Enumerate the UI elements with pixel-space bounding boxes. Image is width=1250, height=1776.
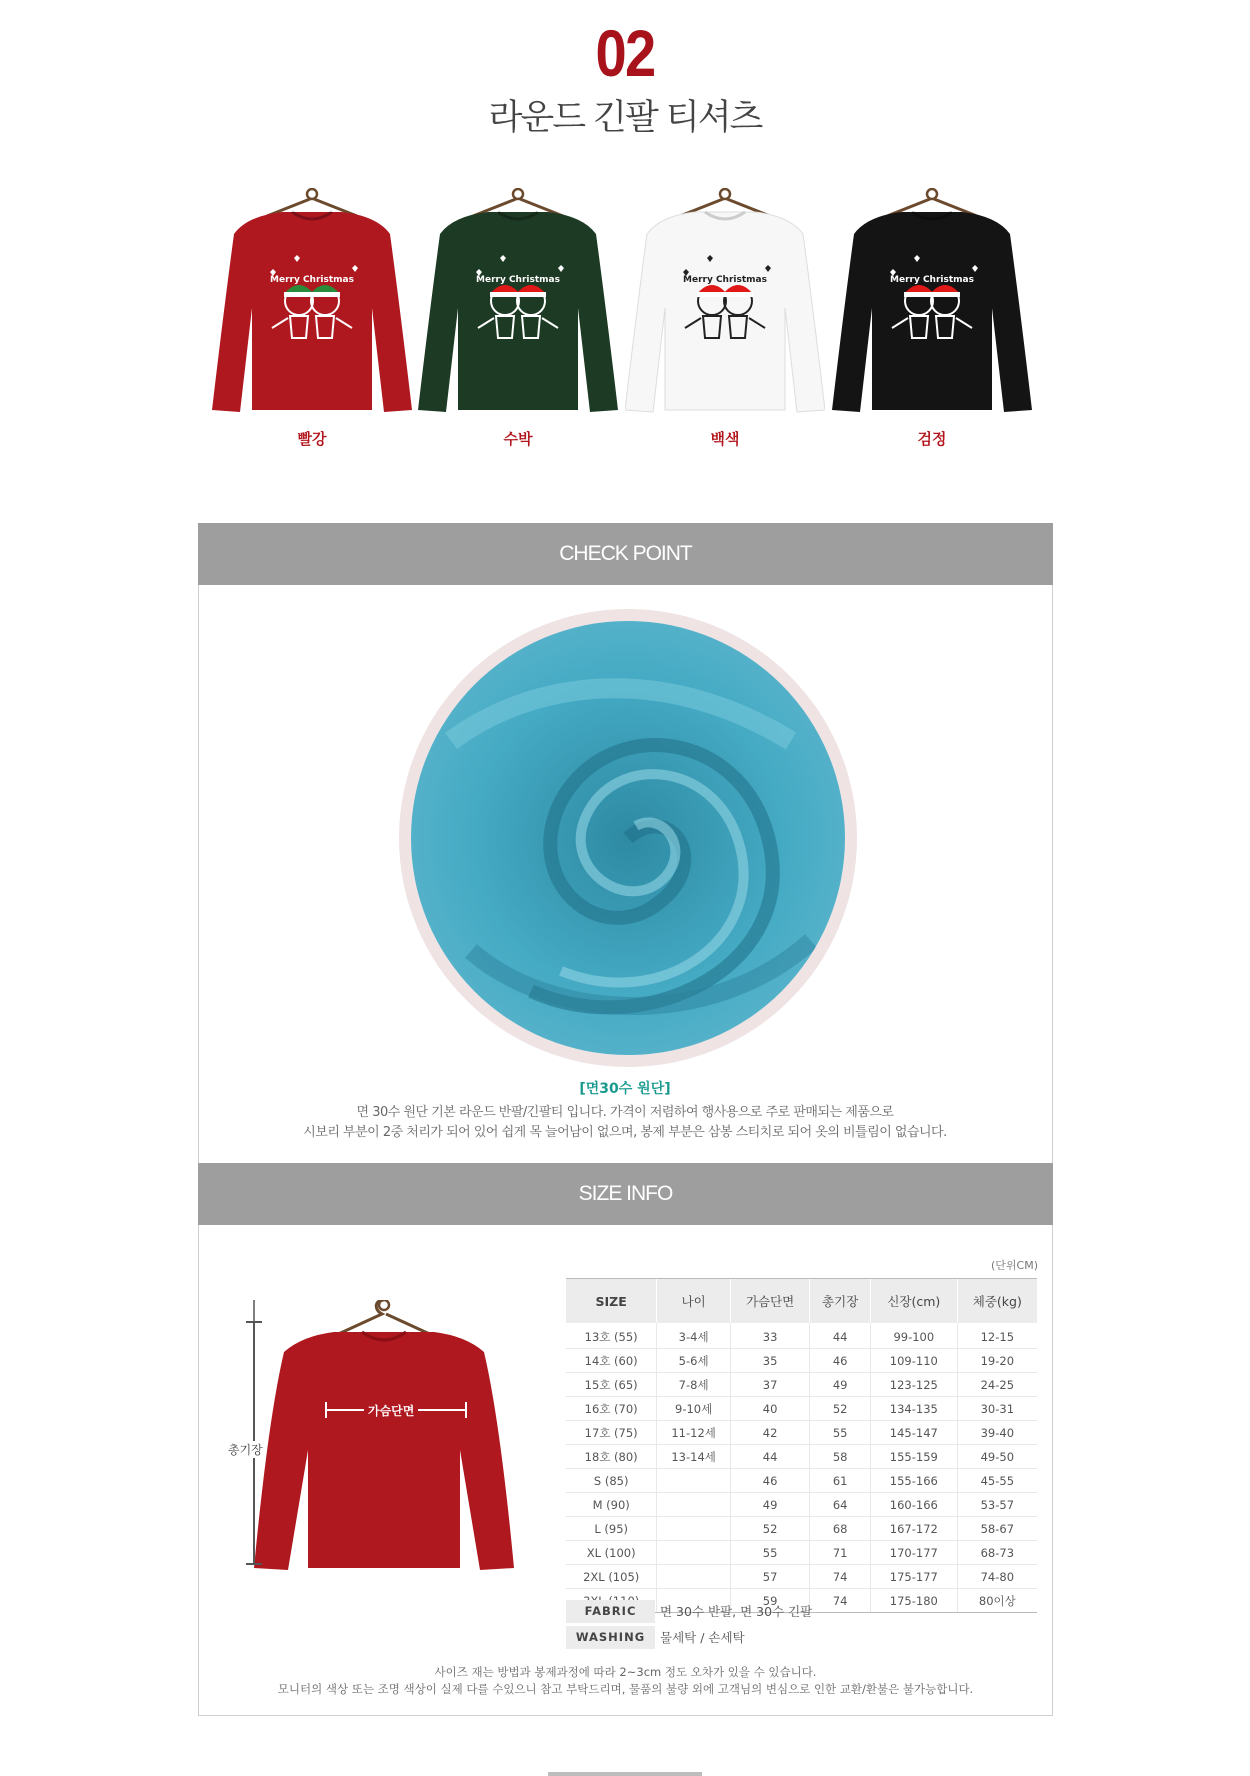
fabric-title: [면30수 원단]	[579, 1081, 671, 1097]
table-cell: 33	[730, 1323, 809, 1349]
check-point-text-2: 시보리 부분이 2중 처리가 되어 있어 쉽게 목 늘어남이 없으며, 봉제 부분은 삼봉 스티치로 되어 옷의 비틀림이 없습니다.	[303, 1125, 947, 1140]
washing-key: WASHING	[566, 1626, 655, 1649]
table-cell: 49	[730, 1493, 809, 1517]
table-cell: 68	[810, 1517, 871, 1541]
size-note-1: 사이즈 재는 방법과 봉제과정에 따라 2~3cm 정도 오차가 있을 수 있습니다.	[434, 1665, 817, 1679]
product-title: 라운드 긴팔 티셔츠	[488, 98, 762, 138]
table-cell: 37	[730, 1373, 809, 1397]
table-cell: 44	[810, 1323, 871, 1349]
table-cell: 74	[810, 1565, 871, 1589]
color-label: 백색	[710, 430, 740, 448]
table-cell: 24-25	[957, 1373, 1037, 1397]
fabric-swirl-image	[411, 621, 845, 1055]
table-cell: 175-177	[871, 1565, 958, 1589]
table-cell	[657, 1493, 731, 1517]
table-cell: 134-135	[871, 1397, 958, 1421]
table-header-cell: 나이	[657, 1279, 731, 1324]
table-cell: 58	[810, 1445, 871, 1469]
table-cell	[657, 1517, 731, 1541]
table-cell: 14호 (60)	[566, 1349, 657, 1373]
table-cell: 52	[730, 1517, 809, 1541]
table-cell: 61	[810, 1469, 871, 1493]
table-cell: XL (100)	[566, 1541, 657, 1565]
table-cell: 80이상	[957, 1589, 1037, 1613]
table-row	[566, 1349, 1037, 1373]
table-cell: 74-80	[957, 1565, 1037, 1589]
fabric-image-frame	[399, 609, 857, 1067]
table-cell: 123-125	[871, 1373, 958, 1397]
table-cell: 64	[810, 1493, 871, 1517]
table-cell: 52	[810, 1397, 871, 1421]
bottom-bar	[548, 1772, 702, 1776]
washing-row	[566, 1626, 1037, 1649]
table-cell: 155-166	[871, 1469, 958, 1493]
table-cell: S (85)	[566, 1469, 657, 1493]
table-row	[566, 1517, 1037, 1541]
shirt-print-text: Merry Christmas	[683, 275, 767, 285]
check-point-heading: CHECK POINT	[198, 523, 1053, 585]
table-cell: 16호 (70)	[566, 1397, 657, 1421]
table-row	[566, 1541, 1037, 1565]
table-cell: 175-180	[871, 1589, 958, 1613]
table-cell: 42	[730, 1421, 809, 1445]
table-cell: M (90)	[566, 1493, 657, 1517]
section-number: 02	[595, 16, 655, 90]
table-cell: 13-14세	[657, 1445, 731, 1469]
table-cell: 53-57	[957, 1493, 1037, 1517]
table-cell	[657, 1469, 731, 1493]
table-cell: 45-55	[957, 1469, 1037, 1493]
table-cell: L (95)	[566, 1517, 657, 1541]
product-shirt[interactable]	[832, 188, 1032, 413]
table-cell: 71	[810, 1541, 871, 1565]
shirt-print-text: Merry Christmas	[476, 275, 560, 285]
table-cell: 11-12세	[657, 1421, 731, 1445]
size-note-2: 모니터의 색상 또는 조명 색상이 실제 다를 수있으니 참고 부탁드리며, 물품의 불량 외에 고객님의 변심으로 인한 교환/환불은 불가능합니다.	[277, 1682, 974, 1696]
shirt-print-text: Merry Christmas	[890, 275, 974, 285]
fabric-value: 면 30수 반팔, 면 30수 긴팔	[660, 1604, 813, 1619]
table-row	[566, 1469, 1037, 1493]
table-header-cell: SIZE	[566, 1279, 657, 1324]
table-row	[566, 1323, 1037, 1349]
table-cell: 9-10세	[657, 1397, 731, 1421]
table-cell: 170-177	[871, 1541, 958, 1565]
washing-value: 물세탁 / 손세탁	[660, 1630, 745, 1645]
length-label: 총기장	[228, 1443, 263, 1457]
table-cell: 12-15	[957, 1323, 1037, 1349]
table-row	[566, 1397, 1037, 1421]
table-cell: 167-172	[871, 1517, 958, 1541]
table-cell: 40	[730, 1397, 809, 1421]
table-cell: 46	[730, 1469, 809, 1493]
product-shirt[interactable]	[212, 188, 412, 413]
table-cell: 17호 (75)	[566, 1421, 657, 1445]
table-cell: 68-73	[957, 1541, 1037, 1565]
table-cell: 55	[730, 1541, 809, 1565]
table-cell	[657, 1541, 731, 1565]
table-header-cell: 신장(cm)	[871, 1279, 958, 1324]
table-cell: 18호 (80)	[566, 1445, 657, 1469]
table-cell: 55	[810, 1421, 871, 1445]
table-cell: 44	[730, 1445, 809, 1469]
color-label: 빨강	[297, 430, 327, 448]
table-cell: 19-20	[957, 1349, 1037, 1373]
table-cell: 35	[730, 1349, 809, 1373]
fabric-key: FABRIC	[566, 1600, 655, 1623]
table-row	[566, 1565, 1037, 1589]
table-cell: 99-100	[871, 1323, 958, 1349]
table-cell: 160-166	[871, 1493, 958, 1517]
table-row	[566, 1445, 1037, 1469]
unit-label: (단위CM)	[990, 1259, 1038, 1272]
table-cell: 46	[810, 1349, 871, 1373]
product-shirt[interactable]	[625, 188, 825, 413]
table-row	[566, 1421, 1037, 1445]
table-cell: 2XL (105)	[566, 1565, 657, 1589]
table-cell: 109-110	[871, 1349, 958, 1373]
chest-label: 가슴단면	[364, 1402, 418, 1419]
fabric-row	[566, 1600, 1037, 1623]
table-cell: 13호 (55)	[566, 1323, 657, 1349]
table-row	[566, 1373, 1037, 1397]
size-table	[566, 1278, 1037, 1613]
table-cell: 58-67	[957, 1517, 1037, 1541]
table-cell: 39-40	[957, 1421, 1037, 1445]
table-row	[566, 1493, 1037, 1517]
product-shirt[interactable]	[418, 188, 618, 413]
table-cell	[657, 1565, 731, 1589]
table-header-cell: 체중(kg)	[957, 1279, 1037, 1324]
color-label: 검정	[917, 430, 947, 448]
color-label: 수박	[503, 430, 533, 448]
table-cell: 145-147	[871, 1421, 958, 1445]
table-cell: 7-8세	[657, 1373, 731, 1397]
table-cell: 49-50	[957, 1445, 1037, 1469]
shirt-print-text: Merry Christmas	[270, 275, 354, 285]
check-point-text-1: 면 30수 원단 기본 라운드 반팔/긴팔티 입니다. 가격이 저렴하여 행사용으로 주로 판매되는 제품으로	[356, 1105, 894, 1120]
size-info-heading: SIZE INFO	[198, 1163, 1053, 1225]
table-cell: 155-159	[871, 1445, 958, 1469]
table-cell: 15호 (65)	[566, 1373, 657, 1397]
table-cell: 74	[810, 1589, 871, 1613]
table-cell: 5-6세	[657, 1349, 731, 1373]
size-diagram	[234, 1300, 534, 1580]
table-header-cell: 가슴단면	[730, 1279, 809, 1324]
table-cell: 30-31	[957, 1397, 1037, 1421]
table-header-cell: 총기장	[810, 1279, 871, 1324]
table-cell: 49	[810, 1373, 871, 1397]
table-cell: 57	[730, 1565, 809, 1589]
table-cell: 59	[730, 1589, 809, 1613]
table-cell: 3-4세	[657, 1323, 731, 1349]
